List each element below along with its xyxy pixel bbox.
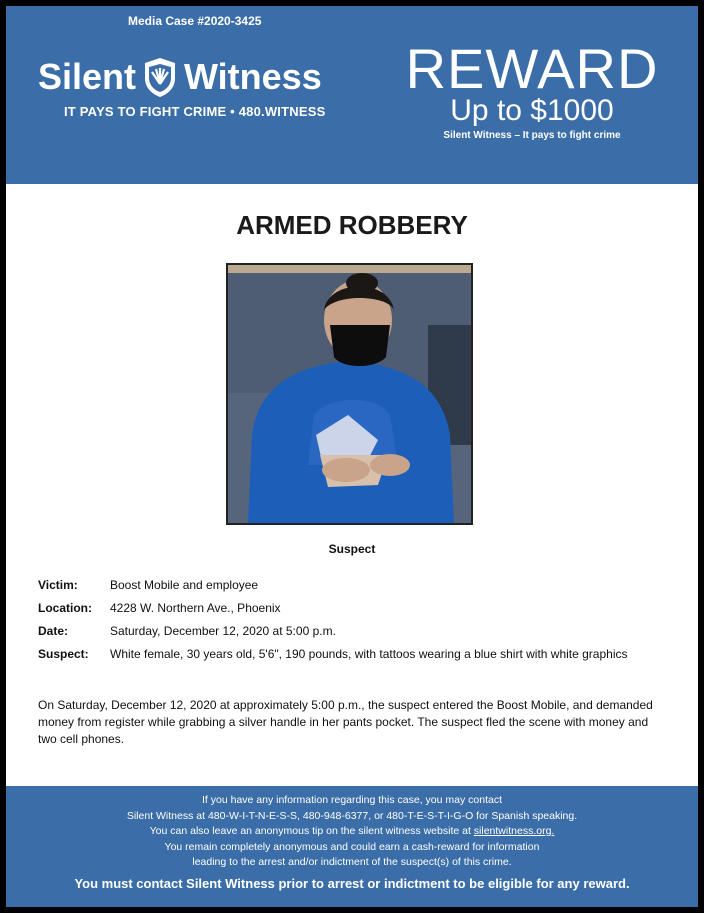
detail-value: Boost Mobile and employee [110, 578, 259, 592]
photo-caption: Suspect [328, 542, 376, 556]
footer-line: If you have any information regarding this case, you may contact [202, 794, 502, 806]
footer-line: You remain completely anonymous and could earn a cash-reward for information [164, 840, 540, 853]
detail-row-location [38, 601, 678, 616]
detail-label: Suspect: [38, 647, 89, 661]
logo-word-witness: Witness [184, 56, 322, 97]
shield-icon [142, 56, 178, 98]
detail-label: Victim: [38, 578, 78, 592]
footer-banner [6, 786, 698, 907]
website-link[interactable]: silentwitness.org. [473, 825, 555, 837]
page-title: ARMED ROBBERY [236, 210, 468, 240]
silent-witness-logo [38, 56, 322, 98]
reward-amount: Up to $1000 [450, 94, 614, 127]
reward-subtitle: Silent Witness – It pays to fight crime [443, 130, 621, 141]
detail-value: White female, 30 years old, 5'6", 190 pounds, with tattoos wearing a blue shirt with white graphics [110, 647, 628, 661]
detail-value: Saturday, December 12, 2020 at 5:00 p.m. [110, 624, 336, 638]
logo-tagline: IT PAYS TO FIGHT CRIME • 480.WITNESS [64, 104, 326, 119]
detail-value: 4228 W. Northern Ave., Phoenix [110, 601, 281, 615]
suspect-photo [226, 263, 473, 525]
media-case-number: Media Case #2020-3425 [128, 14, 262, 28]
reward-title: REWARD [405, 37, 659, 100]
case-details [38, 578, 678, 670]
footer-eligibility-notice: You must contact Silent Witness prior to arrest or indictment to be eligible for any reward. [74, 876, 630, 891]
footer-line-prefix: You can also leave an anonymous tip on the silent witness website at [149, 825, 474, 837]
header-banner [6, 6, 698, 184]
footer-info [6, 793, 698, 871]
footer-line: leading to the arrest and/or indictment of the suspect(s) of this crime. [192, 856, 512, 868]
detail-label: Date: [38, 624, 69, 638]
suspect-photo-illustration [228, 265, 471, 523]
logo-word-silent: Silent [38, 56, 137, 97]
detail-label: Location: [38, 601, 92, 615]
detail-row-victim [38, 578, 678, 593]
footer-line-website [6, 824, 698, 840]
footer-line: Silent Witness at 480-W-I-T-N-E-S-S, 480-948-6377, or 480-T-E-S-T-I-G-O for Spanish speaking. [126, 809, 578, 822]
case-narrative: On Saturday, December 12, 2020 at approximately 5:00 p.m., the suspect entered the Boost Mobile, and demanded money from register while grabbing a silver handle in her pants pocket. The suspect fled the scene with money and two cell phones. [38, 698, 653, 746]
detail-row-date [38, 624, 678, 639]
detail-row-suspect [38, 647, 678, 662]
